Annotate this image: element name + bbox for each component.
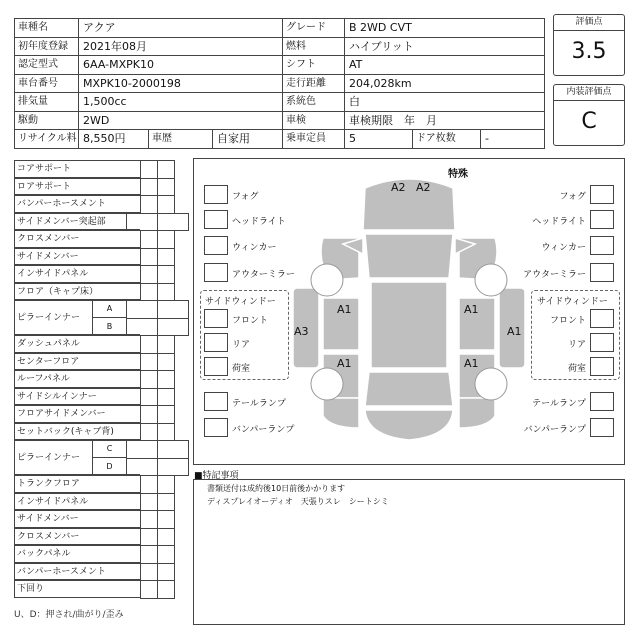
frame-item-label: バンパーホースメント — [14, 195, 140, 213]
frame-item-label: 下回り — [14, 580, 140, 598]
info-label: 系統色 — [282, 92, 345, 112]
right-item-label: ヘッドライト — [532, 217, 586, 227]
frame-check-cell[interactable] — [157, 335, 175, 354]
left-bottom-label: バンパーランプ — [232, 425, 295, 435]
frame-check-cell[interactable] — [126, 458, 158, 477]
info-label: 走行距離 — [282, 74, 345, 94]
hood-part — [363, 179, 455, 230]
frame-item-label: ピラーインナー — [14, 300, 140, 335]
front-right-wheel — [475, 264, 507, 296]
info-value: 6AA-MXPK10 — [78, 55, 283, 75]
right-side-window-checkbox[interactable] — [590, 333, 614, 352]
right-side-window-checkbox[interactable] — [590, 309, 614, 328]
info-recycle-label: リサイクル料 — [14, 129, 79, 149]
right-bottom-checkbox[interactable] — [590, 418, 614, 437]
damage-code-right-side: A1 — [507, 325, 522, 338]
info-value: 白 — [344, 92, 545, 112]
frame-check-cell[interactable] — [140, 230, 158, 249]
frame-check-cell[interactable] — [157, 545, 175, 564]
frame-item-label: サイドシルインナー — [14, 388, 140, 406]
left-item-label: ウィンカー — [232, 243, 277, 253]
left-item-checkbox[interactable] — [204, 236, 228, 255]
info-doors-label: ドア枚数 — [412, 129, 481, 149]
info-label: グレード — [282, 18, 345, 38]
special-label: 特殊 — [448, 169, 468, 180]
left-side-window-item: 荷室 — [232, 364, 251, 374]
rear-left-quarter — [323, 398, 359, 428]
pillar-sub-label: D — [92, 458, 126, 476]
damage-code-front-left: A1 — [337, 303, 352, 316]
info-value: 2021年08月 — [78, 37, 283, 57]
frame-item-label: コアサポート — [14, 160, 140, 178]
windshield-part — [365, 234, 453, 278]
info-label: 車台番号 — [14, 74, 79, 94]
left-item-label: フォグ — [232, 192, 259, 202]
frame-item-label: ロアサポート — [14, 178, 140, 196]
right-item-checkbox[interactable] — [590, 236, 614, 255]
info-value: B 2WD CVT — [344, 18, 545, 38]
right-item-label: アウターミラー — [523, 270, 586, 280]
frame-check-cell[interactable] — [140, 283, 158, 302]
frame-check-cell[interactable] — [140, 405, 158, 424]
info-label: 排気量 — [14, 92, 79, 112]
info-recycle-value: 8,550円 — [78, 129, 149, 149]
frame-check-cell[interactable] — [157, 160, 175, 179]
left-bottom-label: テールランプ — [232, 399, 286, 409]
frame-check-cell[interactable] — [126, 318, 158, 337]
right-bottom-checkbox[interactable] — [590, 392, 614, 411]
frame-item-label: インサイドパネル — [14, 493, 140, 511]
right-side-window-label: サイドウィンドー — [537, 297, 608, 307]
left-item-label: ヘッドライト — [232, 217, 286, 227]
right-side-window-checkbox[interactable] — [590, 357, 614, 376]
interior-score-box — [553, 84, 625, 146]
frame-check-cell[interactable] — [157, 300, 189, 319]
info-capacity-value: 5 — [344, 129, 413, 149]
frame-check-cell[interactable] — [140, 563, 158, 582]
pillar-sub-label: C — [92, 440, 126, 458]
info-history-label: 車歴 — [148, 129, 213, 149]
frame-check-cell[interactable] — [140, 195, 158, 214]
frame-item-label: フロア（キャプ床） — [14, 283, 140, 301]
right-item-label: ウィンカー — [541, 243, 586, 253]
damage-code-rear-right: A1 — [464, 357, 479, 370]
left-bottom-checkbox[interactable] — [204, 392, 228, 411]
info-label: 認定型式 — [14, 55, 79, 75]
frame-check-cell[interactable] — [157, 528, 175, 547]
frame-check-cell[interactable] — [140, 353, 158, 372]
info-value: MXPK10-2000198 — [78, 74, 283, 94]
info-value: 204,028km — [344, 74, 545, 94]
right-bottom-label: バンパーランプ — [523, 425, 586, 435]
damage-code-hood-2: A2 — [416, 181, 431, 194]
frame-item-label: バンパーホースメント — [14, 563, 140, 581]
score-box — [553, 14, 625, 76]
damage-code-front-right: A1 — [464, 303, 479, 316]
left-side-window-label: サイドウィンドー — [205, 297, 276, 307]
info-label: 車検 — [282, 111, 345, 131]
frame-check-cell[interactable] — [157, 458, 189, 477]
frame-check-cell[interactable] — [140, 493, 158, 512]
frame-item-label: バックパネル — [14, 545, 140, 563]
interior-score-value: C — [581, 109, 597, 134]
score-value: 3.5 — [571, 39, 607, 64]
frame-check-cell[interactable] — [157, 475, 175, 494]
left-item-checkbox[interactable] — [204, 185, 228, 204]
frame-check-cell[interactable] — [140, 545, 158, 564]
damage-code-rear-left: A1 — [337, 357, 352, 370]
frame-item-label: ダッシュパネル — [14, 335, 140, 353]
frame-item-label: サイドメンバー突起部 — [14, 213, 140, 231]
frame-check-cell[interactable] — [140, 475, 158, 494]
left-side-window-checkbox[interactable] — [204, 333, 228, 352]
info-capacity-label: 乗車定員 — [282, 129, 345, 149]
notes-header: ■特記事項 — [194, 471, 239, 481]
interior-score-label: 内装評価点 — [554, 85, 624, 101]
info-label: 燃料 — [282, 37, 345, 57]
frame-check-cell[interactable] — [157, 563, 175, 582]
pillar-sub-label: A — [92, 300, 126, 318]
frame-check-cell[interactable] — [157, 580, 175, 599]
left-item-label: アウターミラー — [232, 270, 295, 280]
front-left-wheel — [311, 264, 343, 296]
left-item-checkbox[interactable] — [204, 210, 228, 229]
info-value: 2WD — [78, 111, 283, 131]
frame-check-cell[interactable] — [157, 178, 175, 197]
info-label: 初年度登録 — [14, 37, 79, 57]
notes-line-1: 書類送付は成約後10日前後かかります — [207, 484, 346, 493]
score-label: 評価点 — [554, 15, 624, 31]
rear-glass-part — [365, 372, 453, 406]
info-label: シフト — [282, 55, 345, 75]
frame-check-cell[interactable] — [140, 370, 158, 389]
info-value: ハイブリット — [344, 37, 545, 57]
right-side-window-item: 荷室 — [567, 364, 586, 374]
left-side-window-checkbox[interactable] — [204, 309, 228, 328]
frame-check-cell[interactable] — [140, 178, 158, 197]
frame-item-label: クロスメンバー — [14, 528, 140, 546]
frame-check-cell[interactable] — [140, 510, 158, 529]
frame-check-cell[interactable] — [157, 230, 175, 249]
frame-item-label: サイドメンバー — [14, 248, 140, 266]
frame-check-cell[interactable] — [157, 405, 175, 424]
frame-check-cell[interactable] — [157, 318, 189, 337]
frame-check-cell[interactable] — [140, 335, 158, 354]
frame-item-label: ピラーインナー — [14, 440, 140, 475]
frame-check-cell[interactable] — [126, 300, 158, 319]
frame-check-cell[interactable] — [157, 213, 189, 232]
frame-check-cell[interactable] — [157, 195, 175, 214]
left-side-window-item: フロント — [232, 316, 269, 326]
pillar-sub-label: B — [92, 318, 126, 336]
right-item-checkbox[interactable] — [590, 263, 614, 282]
frame-check-cell[interactable] — [157, 265, 175, 284]
legend-text: U、D：押され/曲がり/歪み — [14, 610, 124, 620]
rear-left-wheel — [311, 368, 343, 400]
frame-check-cell[interactable] — [157, 353, 175, 372]
frame-item-label: ルーフパネル — [14, 370, 140, 388]
right-side-window-item: フロント — [549, 316, 586, 326]
frame-check-cell[interactable] — [140, 528, 158, 547]
left-bottom-checkbox[interactable] — [204, 418, 228, 437]
notes-line-2: ディスプレイオーディオ 天張りスレ シートシミ — [207, 497, 389, 506]
frame-check-cell[interactable] — [140, 248, 158, 267]
frame-check-cell[interactable] — [140, 160, 158, 179]
damage-code-hood-1: A2 — [391, 181, 406, 194]
frame-check-cell[interactable] — [157, 440, 189, 459]
frame-check-cell[interactable] — [140, 423, 158, 442]
info-history-value: 自家用 — [212, 129, 283, 149]
frame-check-cell[interactable] — [157, 510, 175, 529]
frame-check-cell[interactable] — [126, 440, 158, 459]
frame-item-label: トランクフロア — [14, 475, 140, 493]
info-value: アクア — [78, 18, 283, 38]
frame-check-cell[interactable] — [157, 248, 175, 267]
right-bottom-label: テールランプ — [532, 399, 586, 409]
frame-check-cell[interactable] — [157, 388, 175, 407]
frame-check-cell[interactable] — [157, 493, 175, 512]
left-side-window-checkbox[interactable] — [204, 357, 228, 376]
left-item-checkbox[interactable] — [204, 263, 228, 282]
right-item-checkbox[interactable] — [590, 210, 614, 229]
frame-check-cell[interactable] — [157, 370, 175, 389]
right-item-label: フォグ — [559, 192, 586, 202]
info-label: 車種名 — [14, 18, 79, 38]
frame-check-cell[interactable] — [140, 580, 158, 599]
notes-box — [193, 479, 625, 625]
frame-item-label: センターフロア — [14, 353, 140, 371]
damage-code-left-side: A3 — [294, 325, 309, 338]
frame-item-label: フロアサイドメンバー — [14, 405, 140, 423]
info-value: 1,500cc — [78, 92, 283, 112]
frame-check-cell[interactable] — [157, 283, 175, 302]
trunk-part — [365, 410, 453, 440]
frame-item-label: インサイドパネル — [14, 265, 140, 283]
info-value: 車検期限 年 月 — [344, 111, 545, 131]
left-side-window-item: リア — [232, 340, 251, 350]
right-side-window-item: リア — [567, 340, 586, 350]
frame-check-cell[interactable] — [157, 423, 175, 442]
roof-part — [371, 282, 447, 368]
frame-item-label: セットバック(キャブ背) — [14, 423, 140, 441]
frame-check-cell[interactable] — [140, 388, 158, 407]
frame-item-label: クロスメンバー — [14, 230, 140, 248]
frame-item-label: サイドメンバー — [14, 510, 140, 528]
frame-check-cell[interactable] — [140, 265, 158, 284]
info-label: 駆動 — [14, 111, 79, 131]
info-doors-value: - — [480, 129, 545, 149]
frame-check-cell[interactable] — [126, 213, 158, 232]
right-item-checkbox[interactable] — [590, 185, 614, 204]
rear-right-quarter — [459, 398, 495, 428]
info-value: AT — [344, 55, 545, 75]
rear-right-wheel — [475, 368, 507, 400]
